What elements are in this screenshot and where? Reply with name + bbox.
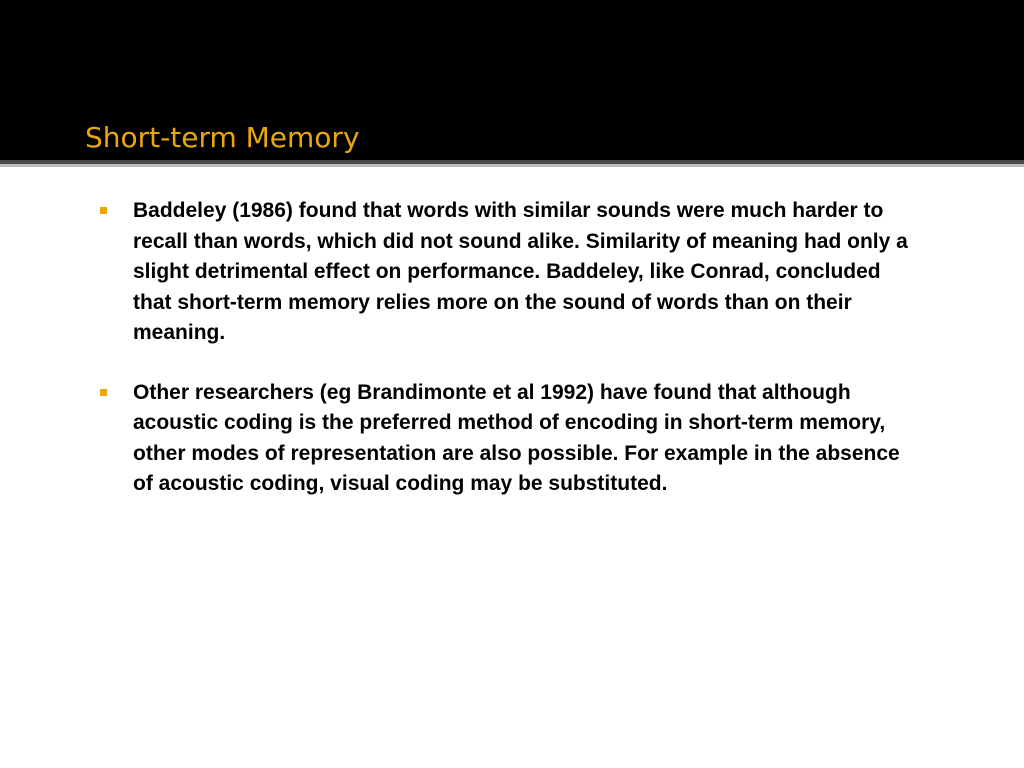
square-bullet-icon [100, 207, 107, 214]
slide-title: Short-term Memory [85, 121, 360, 154]
title-divider-shadow [0, 164, 1024, 167]
slide-content [0, 196, 1024, 500]
bullet-text: Baddeley (1986) found that words with similar sounds were much harder to recall than words, which did not sound alike. Similarity of meaning had only a slight detrimental effect on performance. Baddeley, like Conrad, concluded that short-term memory relies more on the sound of words than on their meaning. [133, 199, 908, 344]
title-band [0, 0, 1024, 160]
bullet-text: Other researchers (eg Brandimonte et al 1992) have found that although acoustic coding is the preferred method of encoding in short-term memory, other modes of representation are also possible. For example in the absence of acoustic coding, visual coding may be substituted. [133, 380, 900, 495]
bullet-item [100, 378, 910, 500]
bullet-item [100, 196, 910, 349]
square-bullet-icon [100, 389, 107, 396]
